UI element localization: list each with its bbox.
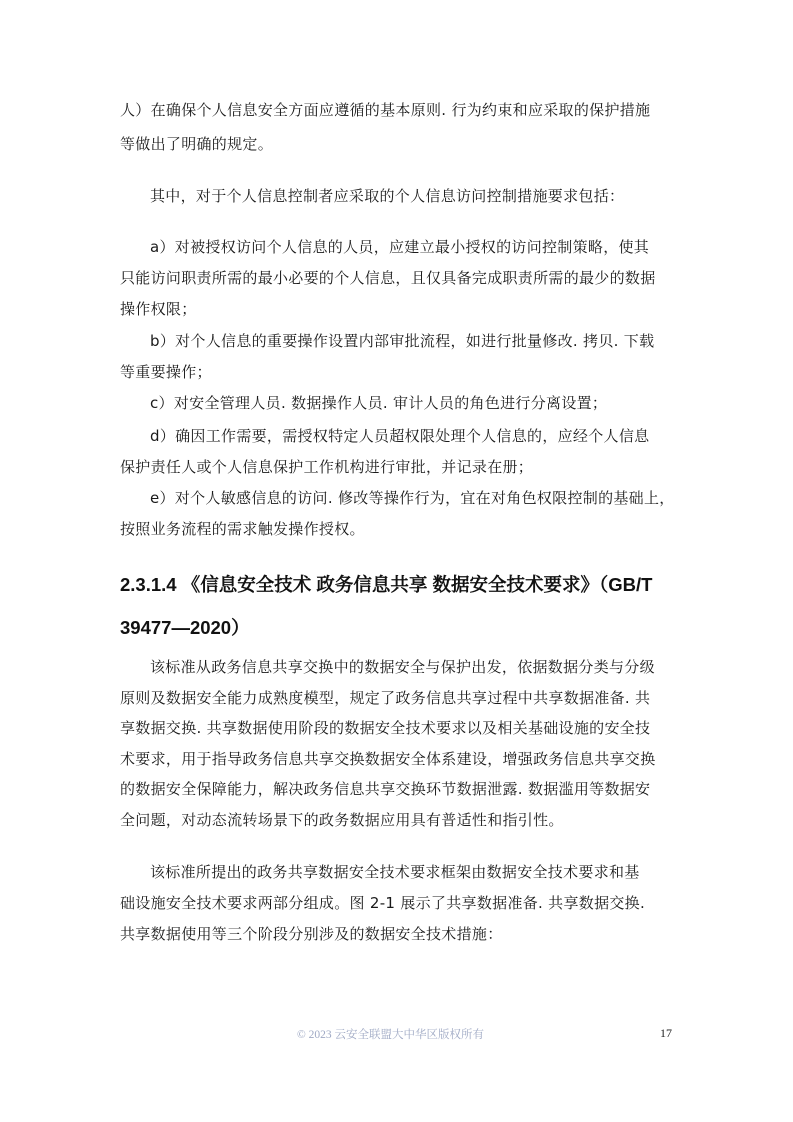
requirement-e-line: e）对个人敏感信息的访问. 修改等操作行为，宜在对角色权限控制的基础上，	[150, 489, 675, 507]
section-paragraph-line: 术要求，用于指导政务信息共享交换数据安全体系建设，增强政务信息共享交换	[120, 750, 656, 768]
requirement-c-line: c）对安全管理人员. 数据操作人员. 审计人员的角色进行分离设置；	[150, 394, 608, 412]
requirement-b-line: b）对个人信息的重要操作设置内部审批流程，如进行批量修改. 拷贝. 下载	[150, 332, 655, 350]
intro-paragraph: 其中，对于个人信息控制者应采取的个人信息访问控制措施要求包括：	[150, 187, 625, 205]
framework-paragraph-line: 该标准所提出的政务共享数据安全技术要求框架由数据安全技术要求和基	[150, 863, 640, 881]
section-heading-continued: 39477—2020）	[120, 617, 250, 638]
requirement-a-line: a）对被授权访问个人信息的人员，应建立最小授权的访问控制策略，使其	[150, 238, 650, 256]
requirement-a-line: 操作权限；	[120, 300, 197, 318]
requirement-d-line: 保护责任人或个人信息保护工作机构进行审批，并记录在册；	[120, 458, 534, 476]
requirement-d-line: d）确因工作需要，需授权特定人员超权限处理个人信息的，应经个人信息	[150, 427, 650, 445]
page-number: 17	[660, 1026, 672, 1040]
framework-paragraph-line: 础设施安全技术要求两部分组成。图 2-1 展示了共享数据准备. 共享数据交换.	[120, 894, 646, 912]
body-text-line: 人）在确保个人信息安全方面应遵循的基本原则. 行为约束和应采取的保护措施	[120, 101, 651, 119]
section-paragraph-line: 的数据安全保障能力，解决政务信息共享交换环节数据泄露. 数据滥用等数据安	[120, 780, 651, 798]
footer-copyright: © 2023 云安全联盟大中华区版权所有	[297, 1029, 484, 1041]
requirement-e-line: 按照业务流程的需求触发操作授权。	[120, 520, 365, 538]
requirement-b-line: 等重要操作；	[120, 363, 212, 381]
body-text-line: 等做出了明确的规定。	[120, 135, 274, 153]
section-paragraph-line: 享数据交换. 共享数据使用阶段的数据安全技术要求以及相关基础设施的安全技	[120, 719, 651, 737]
section-paragraph-line: 原则及数据安全能力成熟度模型，规定了政务信息共享过程中共享数据准备. 共	[120, 689, 651, 707]
section-paragraph-line: 全问题，对动态流转场景下的政务数据应用具有普适性和指引性。	[120, 811, 564, 829]
requirement-a-line: 只能访问职责所需的最小必要的个人信息，且仅具备完成职责所需的最少的数据	[120, 269, 656, 287]
section-heading: 2.3.1.4 《信息安全技术 政务信息共享 数据安全技术要求》（GB/T	[120, 574, 653, 595]
section-paragraph-line: 该标准从政务信息共享交换中的数据安全与保护出发，依据数据分类与分级	[150, 658, 655, 676]
framework-paragraph-line: 共享数据使用等三个阶段分别涉及的数据安全技术措施：	[120, 925, 503, 943]
